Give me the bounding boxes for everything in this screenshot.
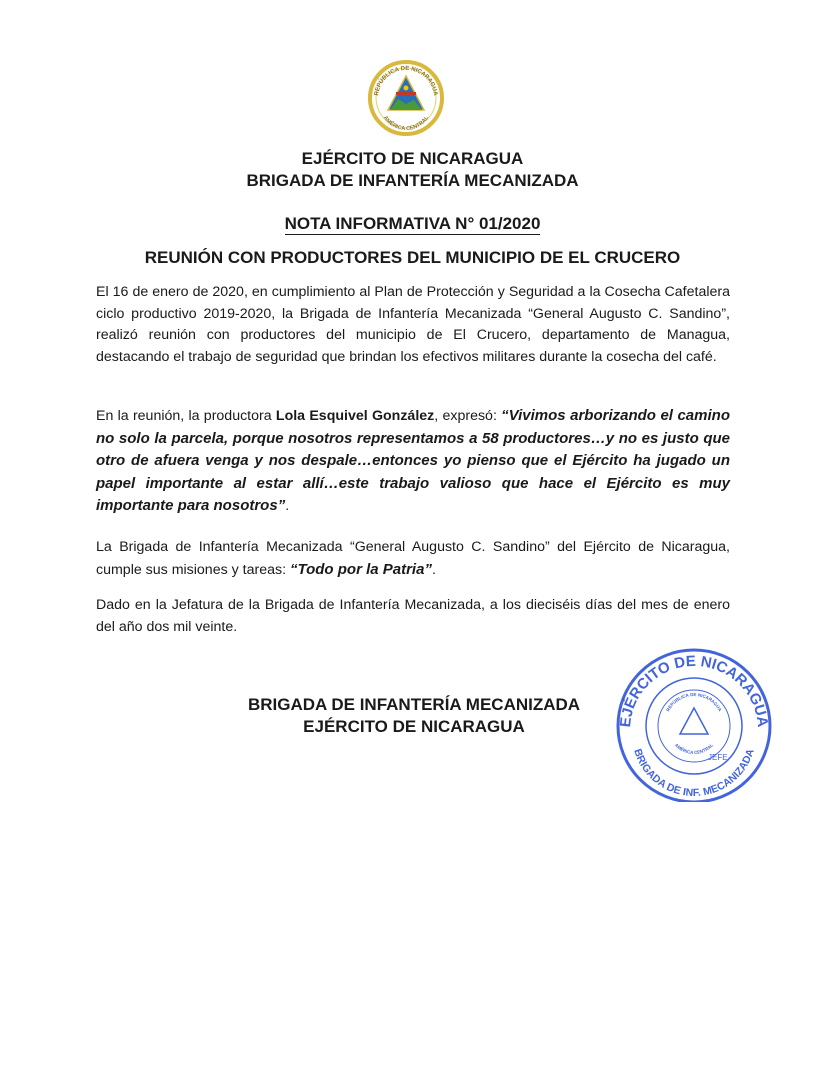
svg-text:AMÉRICA CENTRAL: AMÉRICA CENTRAL	[673, 742, 715, 756]
nicaragua-coat-of-arms-icon	[366, 58, 446, 138]
signature-line-2: EJÉRCITO DE NICARAGUA	[303, 717, 525, 736]
producer-quote: “Vivimos arborizando el camino no solo la parcela, porque nosotros representamos a 58 productores…y no es justo que otro de afuera venga y nos despale…entonces yo pienso que el Ejército ha jugado un papel importante al estar allí…este trabajo valioso que hace el Ejército es muy importante para nosotros”	[96, 407, 730, 514]
svg-text:BRIGADA DE INF. MECANIZADA: BRIGADA DE INF. MECANIZADA	[631, 747, 757, 800]
signature-line-1: BRIGADA DE INFANTERÍA MECANIZADA	[247, 695, 581, 714]
svg-text:AMÉRICA CENTRAL: AMÉRICA CENTRAL	[381, 115, 431, 133]
header-line-2: BRIGADA DE INFANTERÍA MECANIZADA	[246, 171, 579, 190]
producer-name: Lola Esquivel González	[275, 408, 435, 424]
official-seal-stamp-icon	[608, 642, 776, 802]
paragraph-4: Dado en la Jefatura de la Brigada de Infantería Mecanizada, a los dieciséis días del mes de enero del año dos mil veinte.	[96, 597, 730, 635]
note-number: NOTA INFORMATIVA N° 01/2020	[284, 214, 541, 233]
svg-text:REPÚBLICA DE NICARAGUA: REPÚBLICA DE NICARAGUA	[374, 65, 438, 97]
paragraph-1: El 16 de enero de 2020, en cumplimiento al Plan de Protección y Seguridad a la Cosecha Cafetalera ciclo productivo 2019-2020, la Brigada de Infantería Mecanizada “General Augusto C. Sandino”, realizó reunión con productores del municipio de El Crucero, departamento de Managua, destacando el trabajo de seguridad que brindan los efectivos militares durante la cosecha del café.	[96, 284, 730, 365]
svg-text:JEFE: JEFE	[708, 753, 728, 762]
paragraph-2: En la reunión, la productora Lola Esquivel González, expresó: “Vivimos arborizando el camino no solo la parcela, porque nosotros representamos a 58 productores…y no es justo que otro de afuera venga y nos despale…entonces yo pienso que el Ejército ha jugado un papel importante al estar allí…este trabajo valioso que hace el Ejército es muy importante para nosotros”.	[96, 407, 730, 514]
motto-quote: “Todo por la Patria”	[289, 560, 432, 578]
document-title: REUNIÓN CON PRODUCTORES DEL MUNICIPIO DE EL CRUCERO	[144, 248, 681, 267]
svg-text:REPÚBLICA DE NICARAGUA: REPÚBLICA DE NICARAGUA	[665, 691, 723, 713]
header-line-1: EJÉRCITO DE NICARAGUA	[301, 149, 524, 168]
svg-text:EJÉRCITO DE NICARAGUA: EJÉRCITO DE NICARAGUA	[616, 652, 772, 729]
paragraph-3: La Brigada de Infantería Mecanizada “General Augusto C. Sandino” del Ejército de Nicaragua, cumple sus misiones y tareas: “Todo por la Patria”.	[96, 539, 730, 578]
